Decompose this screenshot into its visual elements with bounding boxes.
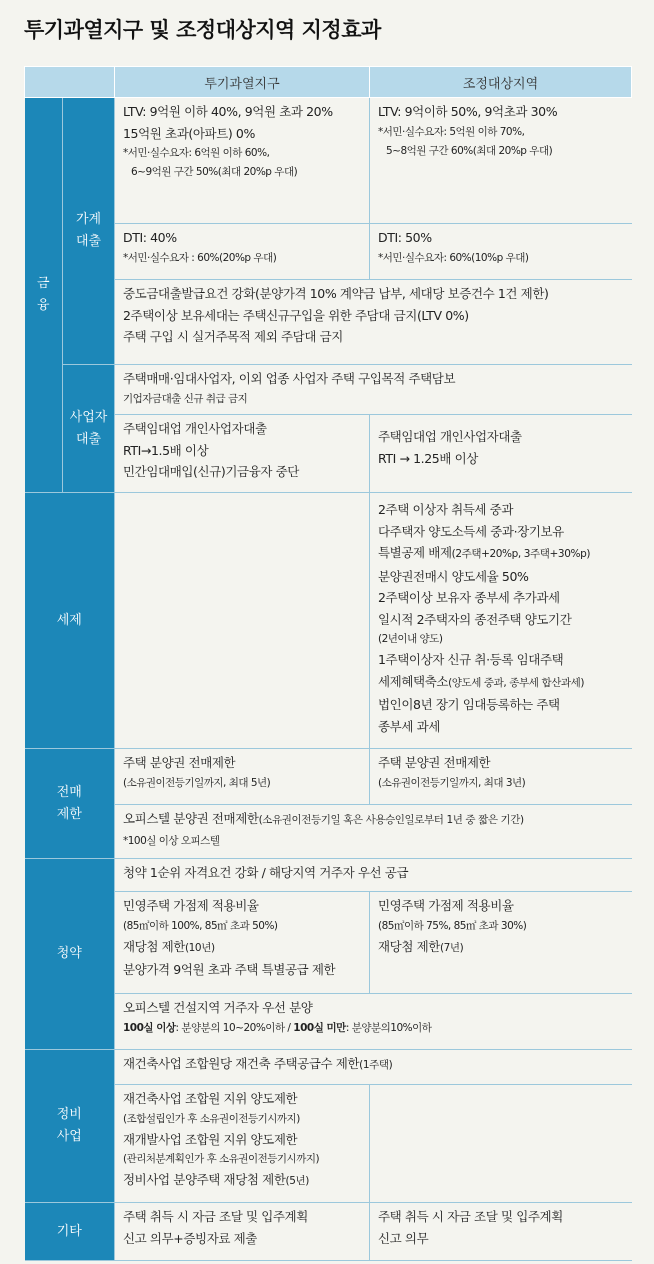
business-loan-adjustment: 주택임대업 개인사업자대출 RTI → 1.25배 이상 (370, 415, 632, 493)
etc-adjustment: 주택 취득 시 자금 조달 및 입주계획 신고 의무 (370, 1203, 632, 1261)
subscription-row (25, 892, 632, 994)
subscription-adjustment: 민영주택 가점제 적용비율 (85㎡이하 75%, 85㎡ 초과 30%) 재당첨 제한(7년) (370, 892, 632, 994)
household-loan-common: 중도금대출발급요건 강화(분양가격 10% 계약금 납부, 세대당 보증건수 1건 제한) 2주택이상 보유세대는 주택신규구입을 위한 주담대 금지(LTV 0%) 주택 구입 시 실거주목적 제외 주담대 금지 (115, 280, 632, 365)
finance-household-common-row (25, 280, 632, 365)
tax-adjustment: 2주택 이상자 취득세 중과 다주택자 양도소득세 중과·장기보유 특별공제 배제(2주택+20%p, 3주택+30%p) 분양권전매시 양도세율 50% 2주택이상 보유자 종부세 추가과세 일시적 2주택자의 종전주택 양도기간 (2년이내 양도) 1주택이상자 신규 취·등록 임대주택 세제혜택축소(양도세 중과, 종부세 합산과세) 법인이8년 장기 임대등록하는 주택 종부세 과세 (370, 493, 632, 749)
business-loan-common: 주택매매·임대사업자, 이외 업종 사업자 주택 구입목적 주택담보 기업자금대출 신규 취급 금지 (115, 365, 632, 415)
header-blank (25, 67, 115, 98)
category-resale: 전매 제한 (25, 749, 115, 859)
ltv-speculation: LTV: 9억원 이하 40%, 9억원 초과 20% 15억원 초과(아파트) 0% *서민·실수요자: 6억원 이하 60%, 6~9억원 구간 50%(최대 20%p 우대) (115, 98, 370, 224)
resale-common: 오피스텔 분양권 전매제한(소유권이전등기일 혹은 사용승인일로부터 1년 중 짧은 기간) *100실 이상 오피스텔 (115, 805, 632, 859)
tax-speculation (115, 493, 370, 749)
subscription-common-1: 청약 1순위 자격요건 강화 / 해당지역 거주자 우선 공급 (115, 859, 632, 892)
redevelopment-common-row (25, 1050, 632, 1085)
etc-speculation: 주택 취득 시 자금 조달 및 입주계획 신고 의무+증빙자료 제출 (115, 1203, 370, 1261)
redevelopment-common: 재건축사업 조합원당 재건축 주택공급수 제한(1주택) (115, 1050, 632, 1085)
category-tax: 세제 (25, 493, 115, 749)
header-row (25, 67, 632, 98)
redevelopment-speculation: 재건축사업 조합원 지위 양도제한 (조합설립인가 후 소유권이전등기시까지) 재개발사업 조합원 지위 양도제한 (관리처분계획인가 후 소유권이전등기시까지) 정비사업 분양주택 재당첨 제한(5년) (115, 1085, 370, 1203)
tax-row (25, 493, 632, 749)
business-loan-speculation: 주택임대업 개인사업자대출 RTI→1.5배 이상 민간임대매입(신규)기금융자 중단 (115, 415, 370, 493)
category-redevelopment: 정비 사업 (25, 1050, 115, 1203)
subscription-common-2: 오피스텔 건설지역 거주자 우선 분양 100실 이상: 분양분의 10~20%이하 / 100실 미만: 분양분의10%이하 (115, 994, 632, 1050)
dti-adjustment: DTI: 50% *서민·실수요자: 60%(10%p 우대) (370, 224, 632, 280)
finance-business-common-row (25, 365, 632, 415)
header-speculation-zone: 투기과열지구 (115, 67, 370, 98)
subscription-officetel-row (25, 994, 632, 1050)
resale-speculation: 주택 분양권 전매제한 (소유권이전등기일까지, 최대 5년) (115, 749, 370, 805)
subcategory-business-loan: 사업자 대출 (63, 365, 115, 493)
redevelopment-row (25, 1085, 632, 1203)
resale-row (25, 749, 632, 805)
resale-common-row (25, 805, 632, 859)
page-title: 투기과열지구 및 조정대상지역 지정효과 (24, 18, 381, 42)
finance-ltv-row (25, 98, 632, 224)
finance-business-row (25, 415, 632, 493)
policy-comparison-table (24, 66, 632, 1261)
subcategory-household-loan: 가계 대출 (63, 98, 115, 365)
subscription-speculation: 민영주택 가점제 적용비율 (85㎡이하 100%, 85㎡ 초과 50%) 재당첨 제한(10년) 분양가격 9억원 초과 주택 특별공급 제한 (115, 892, 370, 994)
redevelopment-adjustment (370, 1085, 632, 1203)
category-etc: 기타 (25, 1203, 115, 1261)
etc-row (25, 1203, 632, 1261)
finance-dti-row (25, 224, 632, 280)
category-finance: 금 융 (25, 98, 63, 493)
resale-adjustment: 주택 분양권 전매제한 (소유권이전등기일까지, 최대 3년) (370, 749, 632, 805)
ltv-adjustment: LTV: 9억이하 50%, 9억초과 30% *서민·실수요자: 5억원 이하 70%, 5~8억원 구간 60%(최대 20%p 우대) (370, 98, 632, 224)
category-subscription: 청약 (25, 859, 115, 1050)
header-adjustment-zone: 조정대상지역 (370, 67, 632, 98)
subscription-common-row (25, 859, 632, 892)
dti-speculation: DTI: 40% *서민·실수요자 : 60%(20%p 우대) (115, 224, 370, 280)
